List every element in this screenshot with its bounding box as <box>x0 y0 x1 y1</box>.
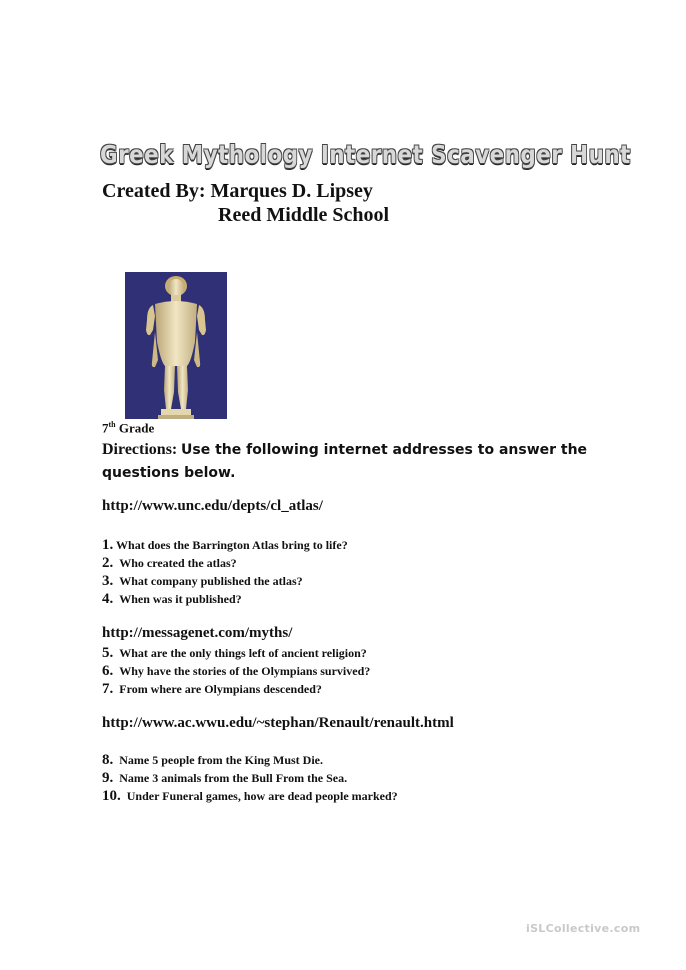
question-item: 8. Name 5 people from the King Must Die. <box>102 752 324 768</box>
kouros-statue-icon <box>125 272 227 419</box>
directions-text: Use the following internet addresses to answer the questions below. <box>102 442 588 481</box>
question-item: 1. What does the Barrington Atlas bring to life? <box>102 537 348 553</box>
directions <box>102 438 602 485</box>
url-link[interactable]: http://www.ac.wwu.edu/~stephan/Renault/renault.html <box>102 715 454 731</box>
url-link[interactable]: http://messagenet.com/myths/ <box>102 625 293 641</box>
grade-suffix: th <box>108 420 116 429</box>
question-item: 2. Who created the atlas? <box>102 555 237 571</box>
question-item: 6. Why have the stories of the Olympians survived? <box>102 663 371 679</box>
question-item: 3. What company published the atlas? <box>102 573 303 589</box>
grade-level: 7th Grade <box>102 420 155 436</box>
school-name: Reed Middle School <box>218 204 390 226</box>
page-title: Greek Mythology Internet Scavenger Hunt <box>100 140 631 169</box>
watermark: iSLCollective.com <box>526 922 641 935</box>
author-line: Created By: Marques D. Lipsey <box>102 180 373 202</box>
question-item: 10. Under Funeral games, how are dead people marked? <box>102 788 398 804</box>
question-item: 9. Name 3 animals from the Bull From the Sea. <box>102 770 348 786</box>
question-item: 7. From where are Olympians descended? <box>102 681 322 697</box>
url-link[interactable]: http://www.unc.edu/depts/cl_atlas/ <box>102 498 323 514</box>
directions-label: Directions: <box>102 441 178 458</box>
question-item: 5. What are the only things left of ancient religion? <box>102 645 367 661</box>
question-item: 4. When was it published? <box>102 591 242 607</box>
